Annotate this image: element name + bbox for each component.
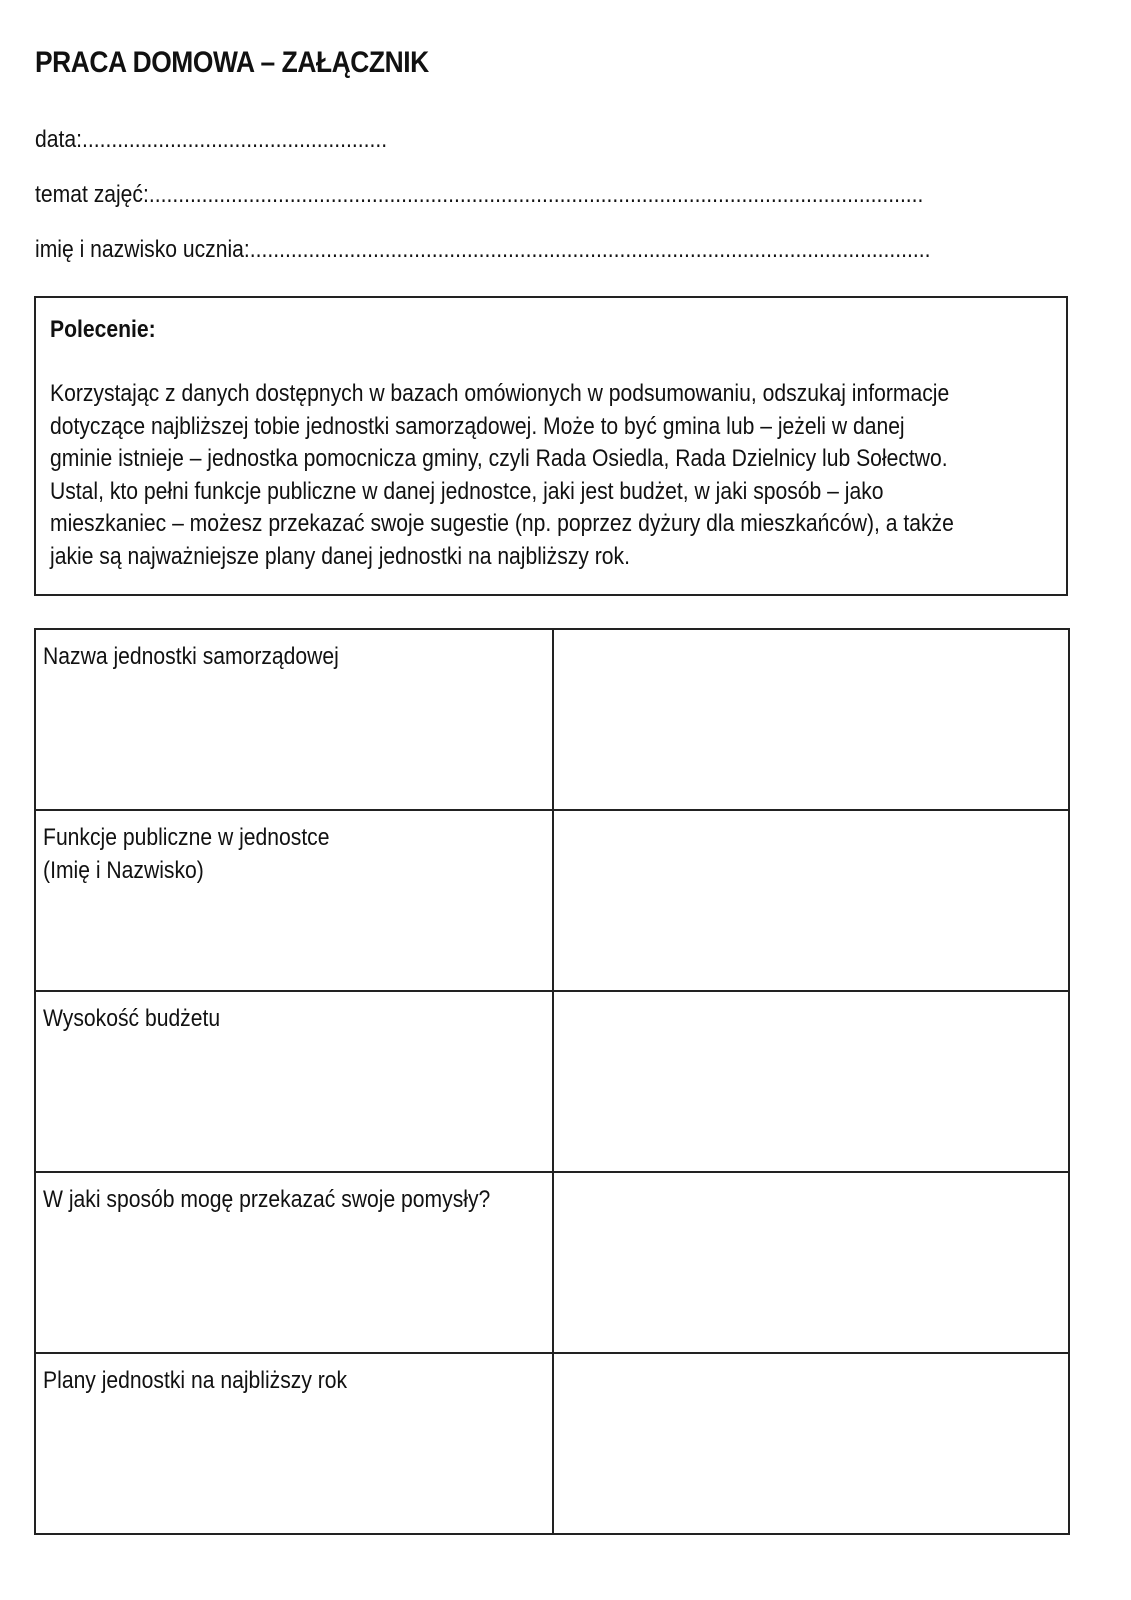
plans-label: Plany jednostki na najbliższy rok bbox=[43, 1367, 348, 1394]
instruction-box bbox=[34, 296, 1068, 596]
budget-answer-cell[interactable] bbox=[553, 991, 1069, 1172]
public-functions-label-cell bbox=[35, 810, 553, 991]
unit-name-label: Nazwa jednostki samorządowej bbox=[43, 643, 339, 670]
table-row bbox=[35, 991, 1069, 1172]
table-row bbox=[35, 810, 1069, 991]
instruction-line: Ustal, kto pełni funkcje publiczne w danej jednostce, jaki jest budżet, w jaki sposób – jako bbox=[50, 477, 884, 505]
budget-label-cell bbox=[35, 991, 553, 1172]
topic-field[interactable] bbox=[35, 181, 923, 209]
table-row bbox=[35, 629, 1069, 810]
table-row bbox=[35, 1172, 1069, 1353]
answer-table bbox=[34, 628, 1070, 1535]
date-label: data: bbox=[35, 126, 82, 153]
unit-name-label-cell bbox=[35, 629, 553, 810]
instruction-title: Polecenie: bbox=[50, 316, 156, 343]
student-name-label: imię i nazwisko ucznia: bbox=[35, 236, 250, 263]
public-functions-answer-cell[interactable] bbox=[553, 810, 1069, 991]
topic-label: temat zajęć: bbox=[35, 181, 149, 208]
instruction-line: dotyczące najbliższej tobie jednostki samorządowej. Może to być gmina lub – jeżeli w danej bbox=[50, 412, 905, 440]
instruction-line: Korzystając z danych dostępnych w bazach omówionych w podsumowaniu, odszukaj informacje bbox=[50, 380, 950, 407]
instruction-line: gminie istnieje – jednostka pomocnicza gminy, czyli Rada Osiedla, Rada Dzielnicy lub Sołectwo. bbox=[50, 445, 948, 472]
student-name-field[interactable] bbox=[35, 236, 930, 264]
date-fill-line: .................................................... bbox=[81, 126, 388, 153]
table-row bbox=[35, 1353, 1069, 1534]
plans-answer-cell[interactable] bbox=[553, 1353, 1069, 1534]
topic-fill-line: .................................................................................................................................... bbox=[148, 181, 924, 208]
instruction-text bbox=[50, 378, 1053, 573]
budget-label: Wysokość budżetu bbox=[43, 1005, 221, 1032]
unit-name-answer-cell[interactable] bbox=[553, 629, 1069, 810]
ideas-label-cell bbox=[35, 1172, 553, 1353]
instruction-line: mieszkaniec – możesz przekazać swoje sugestie (np. poprzez dyżury dla mieszkańców), a także bbox=[50, 510, 954, 537]
page-title: PRACA DOMOWA – ZAŁĄCZNIK bbox=[35, 46, 429, 79]
instruction-line: jakie są najważniejsze plany danej jednostki na najbliższy rok. bbox=[50, 542, 630, 570]
student-name-fill-line: .................................................................................................................... bbox=[249, 236, 931, 263]
plans-label-cell bbox=[35, 1353, 553, 1534]
ideas-answer-cell[interactable] bbox=[553, 1172, 1069, 1353]
public-functions-label: Funkcje publiczne w jednostce (Imię i Nazwisko) bbox=[43, 824, 330, 884]
date-field[interactable] bbox=[35, 126, 387, 154]
ideas-label: W jaki sposób mogę przekazać swoje pomysły? bbox=[43, 1186, 491, 1213]
